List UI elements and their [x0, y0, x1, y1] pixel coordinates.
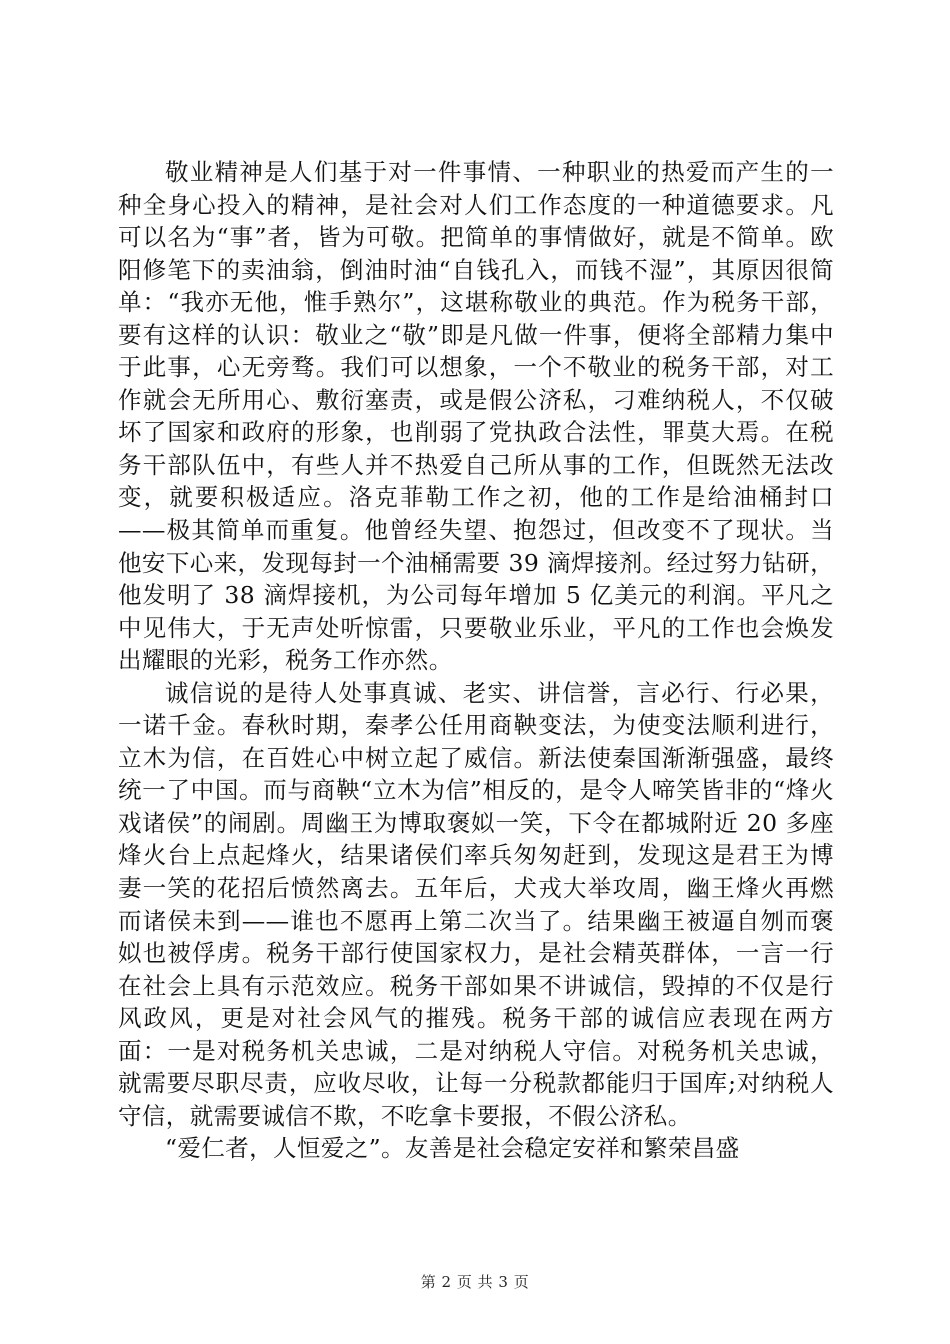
document-body: [118, 156, 834, 1165]
page-footer: [0, 1272, 950, 1292]
page-number-label: 第 2 页 共 3 页: [420, 1273, 530, 1291]
paragraph-friendliness: “爱仁者，人恒爱之”。友善是社会稳定安祥和繁荣昌盛: [165, 1134, 740, 1163]
paragraph-dedication: 敬业精神是人们基于对一件事情、一种职业的热爱而产生的一种全身心投入的精神，是社会对人们工作态度的一种道德要求。凡可以名为“事”者，皆为可敬。把简单的事情做好，就是不简单。欧阳修笔下的卖油翁，倒油时油“自钱孔入，而钱不湿”，其原因很简单：“我亦无他，惟手熟尔”，这堪称敬业的典范。作为税务干部，要有这样的认识：敬业之“敬”即是凡做一件事，便将全部精力集中于此事，心无旁骛。我们可以想象，一个不敬业的税务干部，对工作就会无所用心、敷衍塞责，或是假公济私，刁难纳税人，不仅破坏了国家和政府的形象，也削弱了党执政合法性，罪莫大焉。在税务干部队伍中，有些人并不热爱自己所从事的工作，但既然无法改变，就要积极适应。洛克菲勒工作之初，他的工作是给油桶封口——极其简单而重复。他曾经失望、抱怨过，但改变不了现状。当他安下心来，发现每封一个油桶需要 39 滴焊接剂。经过努力钻研，他发明了 38 滴焊接机，为公司每年增加 5 亿美元的利润。平凡之中见伟大，于无声处听惊雷，只要敬业乐业，平凡的工作也会焕发出耀眼的光彩，税务工作亦然。: [118, 158, 834, 675]
paragraph-integrity: 诚信说的是待人处事真诚、老实、讲信誉，言必行、行必果，一诺千金。春秋时期，秦孝公任用商鞅变法，为使变法顺利进行，立木为信，在百姓心中树立起了威信。新法使秦国渐渐强盛，最终统一了中国。而与商鞅“立木为信”相反的，是令人啼笑皆非的“烽火戏诸侯”的闹剧。周幽王为博取褒姒一笑，下令在都城附近 20 多座烽火台上点起烽火，结果诸侯们率兵匆匆赶到，发现这是君王为博妻一笑的花招后愤然离去。五年后，犬戎大举攻周，幽王烽火再燃而诸侯未到——谁也不愿再上第二次当了。结果幽王被逼自刎而褒姒也被俘虏。税务干部行使国家权力，是社会精英群体，一言一行在社会上具有示范效应。税务干部如果不讲诚信，毁掉的不仅是行风政风，更是对社会风气的摧残。税务干部的诚信应表现在两方面：一是对税务机关忠诚，二是对纳税人守信。对税务机关忠诚，就需要尽职尽责，应收尽收，让每一分税款都能归于国库;对纳税人守信，就需要诚信不欺，不吃拿卡要报，不假公济私。: [118, 678, 834, 1130]
